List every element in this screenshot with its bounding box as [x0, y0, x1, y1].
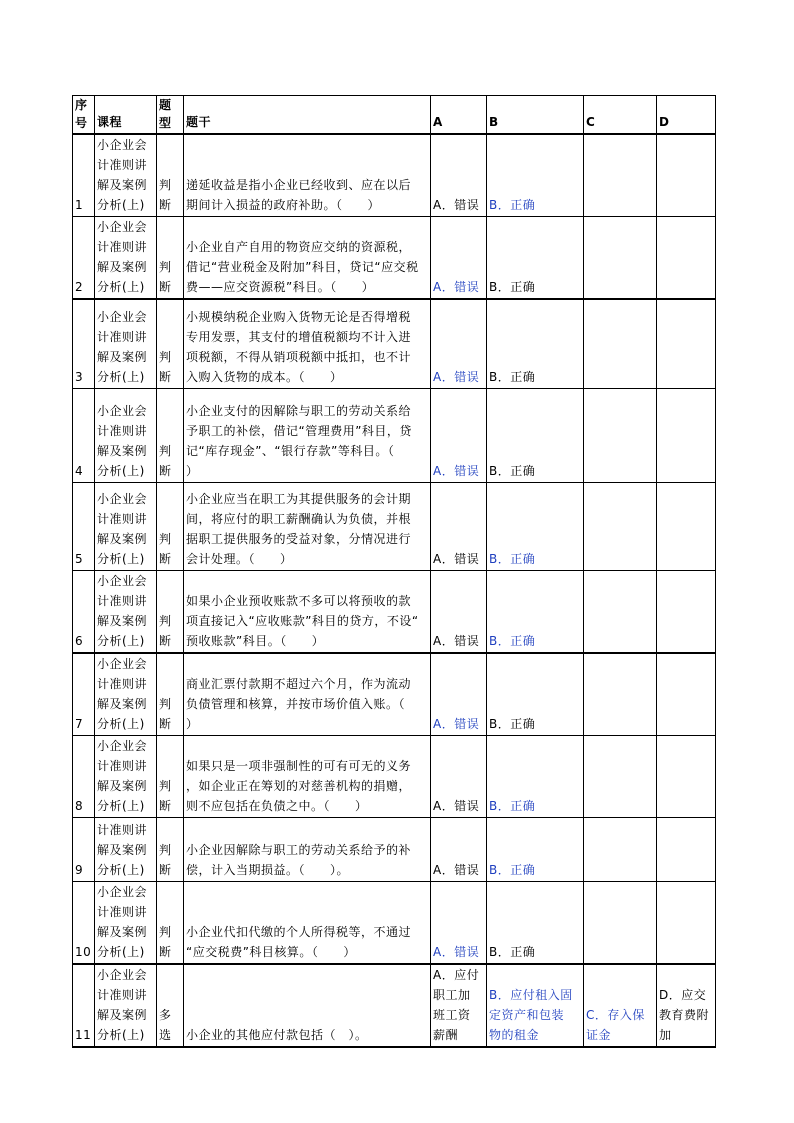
course-name [95, 964, 157, 1047]
option-a-line: 职工加 [433, 987, 471, 1002]
course-name-line: 解及案例 [97, 1007, 148, 1022]
question-number [73, 134, 95, 217]
option-a-line: A．错误 [433, 944, 480, 959]
question-stem [184, 881, 431, 964]
question-row [73, 817, 716, 881]
course-name-line: 解及案例 [97, 696, 148, 711]
course-name-line: 小企业会 [97, 573, 148, 588]
option-d-line: D．应交 [659, 987, 707, 1002]
question-stem [184, 217, 431, 300]
course-name-line: 分析(上) [97, 198, 145, 212]
question-type [157, 653, 184, 736]
option-d [657, 735, 716, 817]
course-name-line: 小企业会 [97, 138, 148, 152]
question-stem-line: 小企业应当在职工为其提供服务的会计期 [186, 491, 412, 506]
option-b-line: B．正确 [489, 716, 536, 731]
course-name-line: 计准则讲 [97, 423, 148, 438]
question-stem-line: 项税额，不得从销项税额中抵扣，也不计 [186, 349, 412, 364]
option-b [487, 388, 584, 482]
course-name [95, 735, 157, 817]
course-name-line: 解及案例 [97, 778, 148, 793]
question-stem [184, 388, 431, 482]
question-row [73, 217, 716, 300]
header-b: B [487, 96, 584, 135]
question-row [73, 134, 716, 217]
header-type: 题型 [157, 96, 184, 135]
question-type-line: 断 [159, 944, 172, 959]
course-name [95, 817, 157, 881]
option-b-line: B．应付租入固 [489, 987, 573, 1002]
question-type [157, 570, 184, 653]
question-stem-line: 借记“营业税金及附加”科目，贷记“应交税 [186, 260, 419, 274]
course-name-line: 分析(上) [97, 1027, 145, 1042]
header-a: A [431, 96, 487, 135]
question-number-line: 10 [75, 944, 92, 959]
course-name [95, 217, 157, 300]
option-c [584, 735, 657, 817]
question-type-line: 断 [159, 862, 172, 877]
option-d-line: 教育费附 [659, 1007, 710, 1022]
question-type-line: 断 [159, 280, 172, 294]
question-stem [184, 964, 431, 1047]
question-row [73, 735, 716, 817]
question-type-line: 断 [159, 798, 172, 813]
course-name [95, 299, 157, 388]
course-name-line: 小企业会 [97, 967, 148, 982]
course-name-line: 解及案例 [97, 349, 148, 364]
option-a-line: A．错误 [433, 633, 480, 648]
question-stem-line: 会计处理。（ ） [186, 551, 293, 566]
question-number-line: 3 [75, 369, 84, 384]
course-name-line: 分析(上) [97, 280, 145, 294]
option-c [584, 653, 657, 736]
course-name-line: 计准则讲 [97, 904, 148, 919]
option-b-line: B．正确 [489, 463, 536, 478]
option-c-line: C．存入保 [586, 1007, 645, 1022]
option-a [431, 299, 487, 388]
option-d [657, 570, 716, 653]
question-stem-line: 予职工的补偿，借记“管理费用”科目，贷 [186, 423, 412, 438]
course-name-line: 计准则讲 [97, 822, 148, 837]
course-name [95, 881, 157, 964]
option-b [487, 964, 584, 1047]
question-number-line: 9 [75, 862, 84, 877]
option-d [657, 964, 716, 1047]
option-b-line: 定资产和包装 [489, 1007, 565, 1022]
option-c [584, 570, 657, 653]
option-c [584, 134, 657, 217]
course-name-line: 分析(上) [97, 862, 145, 877]
course-name-line: 分析(上) [97, 633, 145, 648]
question-type-line: 判 [159, 924, 172, 939]
option-a [431, 653, 487, 736]
option-a-line: A．错误 [433, 369, 480, 384]
question-stem-line: 小企业自产自用的物资应交纳的资源税， [186, 240, 412, 254]
question-row [73, 299, 716, 388]
question-type-line: 判 [159, 443, 172, 458]
question-stem-line: 项直接记入“应收账款”科目的贷方，不设“ [186, 613, 419, 628]
question-stem-line: 据职工提供服务的受益对象，分情况进行 [186, 531, 412, 546]
option-c [584, 482, 657, 570]
option-a [431, 817, 487, 881]
course-name [95, 653, 157, 736]
question-number-line: 7 [75, 716, 84, 731]
option-b-line: B．正确 [489, 944, 536, 959]
question-stem-line: 入购入货物的成本。（ ） [186, 369, 343, 384]
question-type-line: 断 [159, 551, 172, 566]
question-stem [184, 653, 431, 736]
option-a-line: A．错误 [433, 463, 480, 478]
course-name-line: 解及案例 [97, 842, 148, 857]
option-b [487, 482, 584, 570]
option-b-line: B．正确 [489, 369, 536, 384]
question-stem-line: 费——应交资源税”科目。（ ） [186, 280, 375, 294]
question-stem [184, 817, 431, 881]
question-stem-line: 负债管理和核算，并按市场价值入账。（ [186, 696, 406, 711]
option-d [657, 881, 716, 964]
option-b [487, 570, 584, 653]
question-row [73, 653, 716, 736]
question-type-line: 断 [159, 716, 172, 731]
option-b-line: B．正确 [489, 633, 536, 648]
question-number [73, 817, 95, 881]
question-type [157, 817, 184, 881]
question-number-line: 11 [75, 1027, 92, 1042]
option-b [487, 299, 584, 388]
question-stem-line: 小企业因解除与职工的劳动关系给予的补 [186, 842, 412, 857]
question-type-line: 判 [159, 178, 172, 192]
option-a [431, 388, 487, 482]
question-row [73, 570, 716, 653]
question-number [73, 964, 95, 1047]
option-b [487, 134, 584, 217]
course-name-line: 计准则讲 [97, 676, 148, 691]
option-c [584, 881, 657, 964]
question-type [157, 964, 184, 1047]
course-name-line: 解及案例 [97, 260, 148, 274]
option-a [431, 134, 487, 217]
question-number [73, 881, 95, 964]
option-c-line: 证金 [586, 1027, 612, 1042]
option-c [584, 217, 657, 300]
question-type-line: 断 [159, 369, 172, 384]
question-stem [184, 299, 431, 388]
question-stem [184, 482, 431, 570]
question-stem-line: 小企业的其他应付款包括（ ）。 [186, 1027, 368, 1042]
course-name-line: 小企业会 [97, 491, 148, 506]
option-a [431, 570, 487, 653]
course-name-line: 解及案例 [97, 178, 148, 192]
option-a [431, 217, 487, 300]
option-b [487, 653, 584, 736]
course-name-line: 小企业会 [97, 309, 148, 324]
question-stem-line: ） [186, 716, 199, 731]
question-stem-line: 偿，计入当期损益。（ ）。 [186, 862, 350, 877]
question-stem-line: 专用发票，其支付的增值税额均不计入进 [186, 329, 412, 344]
header-d: D [657, 96, 716, 135]
question-number-line: 8 [75, 798, 84, 813]
header-c: C [584, 96, 657, 135]
option-a [431, 881, 487, 964]
question-stem-line: 小规模纳税企业购入货物无论是否得增税 [186, 309, 412, 324]
option-a-line: A．错误 [433, 551, 480, 566]
question-number [73, 570, 95, 653]
course-name-line: 小企业会 [97, 656, 148, 671]
question-row [73, 482, 716, 570]
course-name-line: 分析(上) [97, 798, 145, 813]
course-name-line: 分析(上) [97, 551, 145, 566]
question-stem [184, 735, 431, 817]
question-type-line: 判 [159, 696, 172, 711]
course-name-line: 小企业会 [97, 884, 148, 899]
course-name-line: 解及案例 [97, 924, 148, 939]
course-name-line: 计准则讲 [97, 987, 148, 1002]
option-b-line: B．正确 [489, 280, 536, 294]
question-row [73, 964, 716, 1047]
question-stem-line: 如果只是一项非强制性的可有可无的义务 [186, 758, 412, 773]
question-row [73, 388, 716, 482]
course-name-line: 分析(上) [97, 716, 145, 731]
question-stem-line: 预收账款”科目。（ ） [186, 633, 325, 648]
question-stem-line: 记“库存现金”、“银行存款”等科目。（ [186, 443, 395, 458]
question-number [73, 299, 95, 388]
course-name-line: 分析(上) [97, 369, 145, 384]
course-name-line: 分析(上) [97, 944, 145, 959]
question-table [72, 95, 716, 1048]
question-type-line: 断 [159, 463, 172, 478]
question-number [73, 735, 95, 817]
header-course: 课程 [95, 96, 157, 135]
option-b [487, 817, 584, 881]
question-number-line: 1 [75, 198, 84, 212]
question-number-line: 6 [75, 633, 84, 648]
option-b [487, 735, 584, 817]
question-stem-line: ，如企业正在筹划的对慈善机构的捐赠， [186, 778, 412, 793]
question-type-line: 判 [159, 613, 172, 628]
option-b-line: B．正确 [489, 798, 536, 813]
question-type-line: 判 [159, 531, 172, 546]
question-stem-line: ） [186, 463, 199, 478]
course-name-line: 计准则讲 [97, 758, 148, 773]
question-type-line: 断 [159, 198, 172, 212]
course-name-line: 计准则讲 [97, 593, 148, 608]
question-stem [184, 570, 431, 653]
option-a-line: A．错误 [433, 862, 480, 877]
question-type [157, 388, 184, 482]
question-type-line: 断 [159, 633, 172, 648]
question-type-line: 选 [159, 1027, 172, 1042]
question-stem-line: 小企业支付的因解除与职工的劳动关系给 [186, 403, 412, 418]
option-b [487, 217, 584, 300]
course-name [95, 570, 157, 653]
option-a-line: A．错误 [433, 716, 480, 731]
option-b-line: B．正确 [489, 862, 536, 877]
option-b-line: B．正确 [489, 551, 536, 566]
option-b-line: B．正确 [489, 198, 536, 212]
course-name [95, 482, 157, 570]
course-name-line: 小企业会 [97, 403, 148, 418]
option-a-line: A．错误 [433, 198, 480, 212]
course-name-line: 计准则讲 [97, 329, 148, 344]
question-number-line: 5 [75, 551, 84, 566]
question-row [73, 881, 716, 964]
header-row [73, 96, 716, 135]
option-c [584, 388, 657, 482]
question-type [157, 735, 184, 817]
course-name-line: 小企业会 [97, 220, 148, 234]
question-stem-line: 间，将应付的职工薪酬确认为负债，并根 [186, 511, 412, 526]
course-name-line: 解及案例 [97, 531, 148, 546]
course-name-line: 小企业会 [97, 738, 148, 753]
option-d [657, 388, 716, 482]
course-name-line: 分析(上) [97, 463, 145, 478]
question-type-line: 判 [159, 842, 172, 857]
question-number-line: 2 [75, 280, 84, 294]
question-number-line: 4 [75, 463, 84, 478]
option-a [431, 482, 487, 570]
course-name-line: 计准则讲 [97, 511, 148, 526]
question-type [157, 482, 184, 570]
question-type [157, 217, 184, 300]
header-stem: 题干 [184, 96, 431, 135]
course-name-line: 计准则讲 [97, 240, 148, 254]
header-no: 序号 [73, 96, 95, 135]
question-number [73, 217, 95, 300]
course-name [95, 388, 157, 482]
course-name-line: 解及案例 [97, 443, 148, 458]
question-stem-line: 递延收益是指小企业已经收到、应在以后 [186, 178, 412, 192]
option-b-line: 物的租金 [489, 1027, 540, 1042]
question-type [157, 299, 184, 388]
question-stem-line: 期间计入损益的政府补助。（ ） [186, 198, 381, 212]
course-name-line: 解及案例 [97, 613, 148, 628]
question-stem [184, 134, 431, 217]
question-stem-line: 商业汇票付款期不超过六个月，作为流动 [186, 676, 412, 691]
question-type-line: 判 [159, 260, 172, 274]
question-stem-line: 如果小企业预收账款不多可以将预收的款 [186, 593, 412, 608]
question-stem-line: 小企业代扣代缴的个人所得税等，不通过 [186, 924, 412, 939]
course-name-line: 计准则讲 [97, 158, 148, 172]
question-type [157, 134, 184, 217]
question-type [157, 881, 184, 964]
option-c [584, 817, 657, 881]
question-number [73, 388, 95, 482]
option-d [657, 817, 716, 881]
option-d-line: 加 [659, 1027, 672, 1042]
option-a-line: 薪酬 [433, 1027, 459, 1042]
option-a [431, 735, 487, 817]
option-a [431, 964, 487, 1047]
option-d [657, 217, 716, 300]
option-a-line: A．错误 [433, 798, 480, 813]
question-stem-line: 则不应包括在负债之中。（ ） [186, 798, 368, 813]
option-a-line: 班工资 [433, 1007, 471, 1022]
option-a-line: A．错误 [433, 280, 480, 294]
option-d [657, 134, 716, 217]
option-c [584, 964, 657, 1047]
question-type-line: 多 [159, 1007, 172, 1022]
question-type-line: 判 [159, 778, 172, 793]
question-number [73, 653, 95, 736]
option-b [487, 881, 584, 964]
question-stem-line: “应交税费”科目核算。（ ） [186, 944, 356, 959]
option-c [584, 299, 657, 388]
option-a-line: A．应付 [433, 967, 480, 982]
question-type-line: 判 [159, 349, 172, 364]
option-d [657, 653, 716, 736]
question-number [73, 482, 95, 570]
option-d [657, 482, 716, 570]
course-name [95, 134, 157, 217]
option-d [657, 299, 716, 388]
